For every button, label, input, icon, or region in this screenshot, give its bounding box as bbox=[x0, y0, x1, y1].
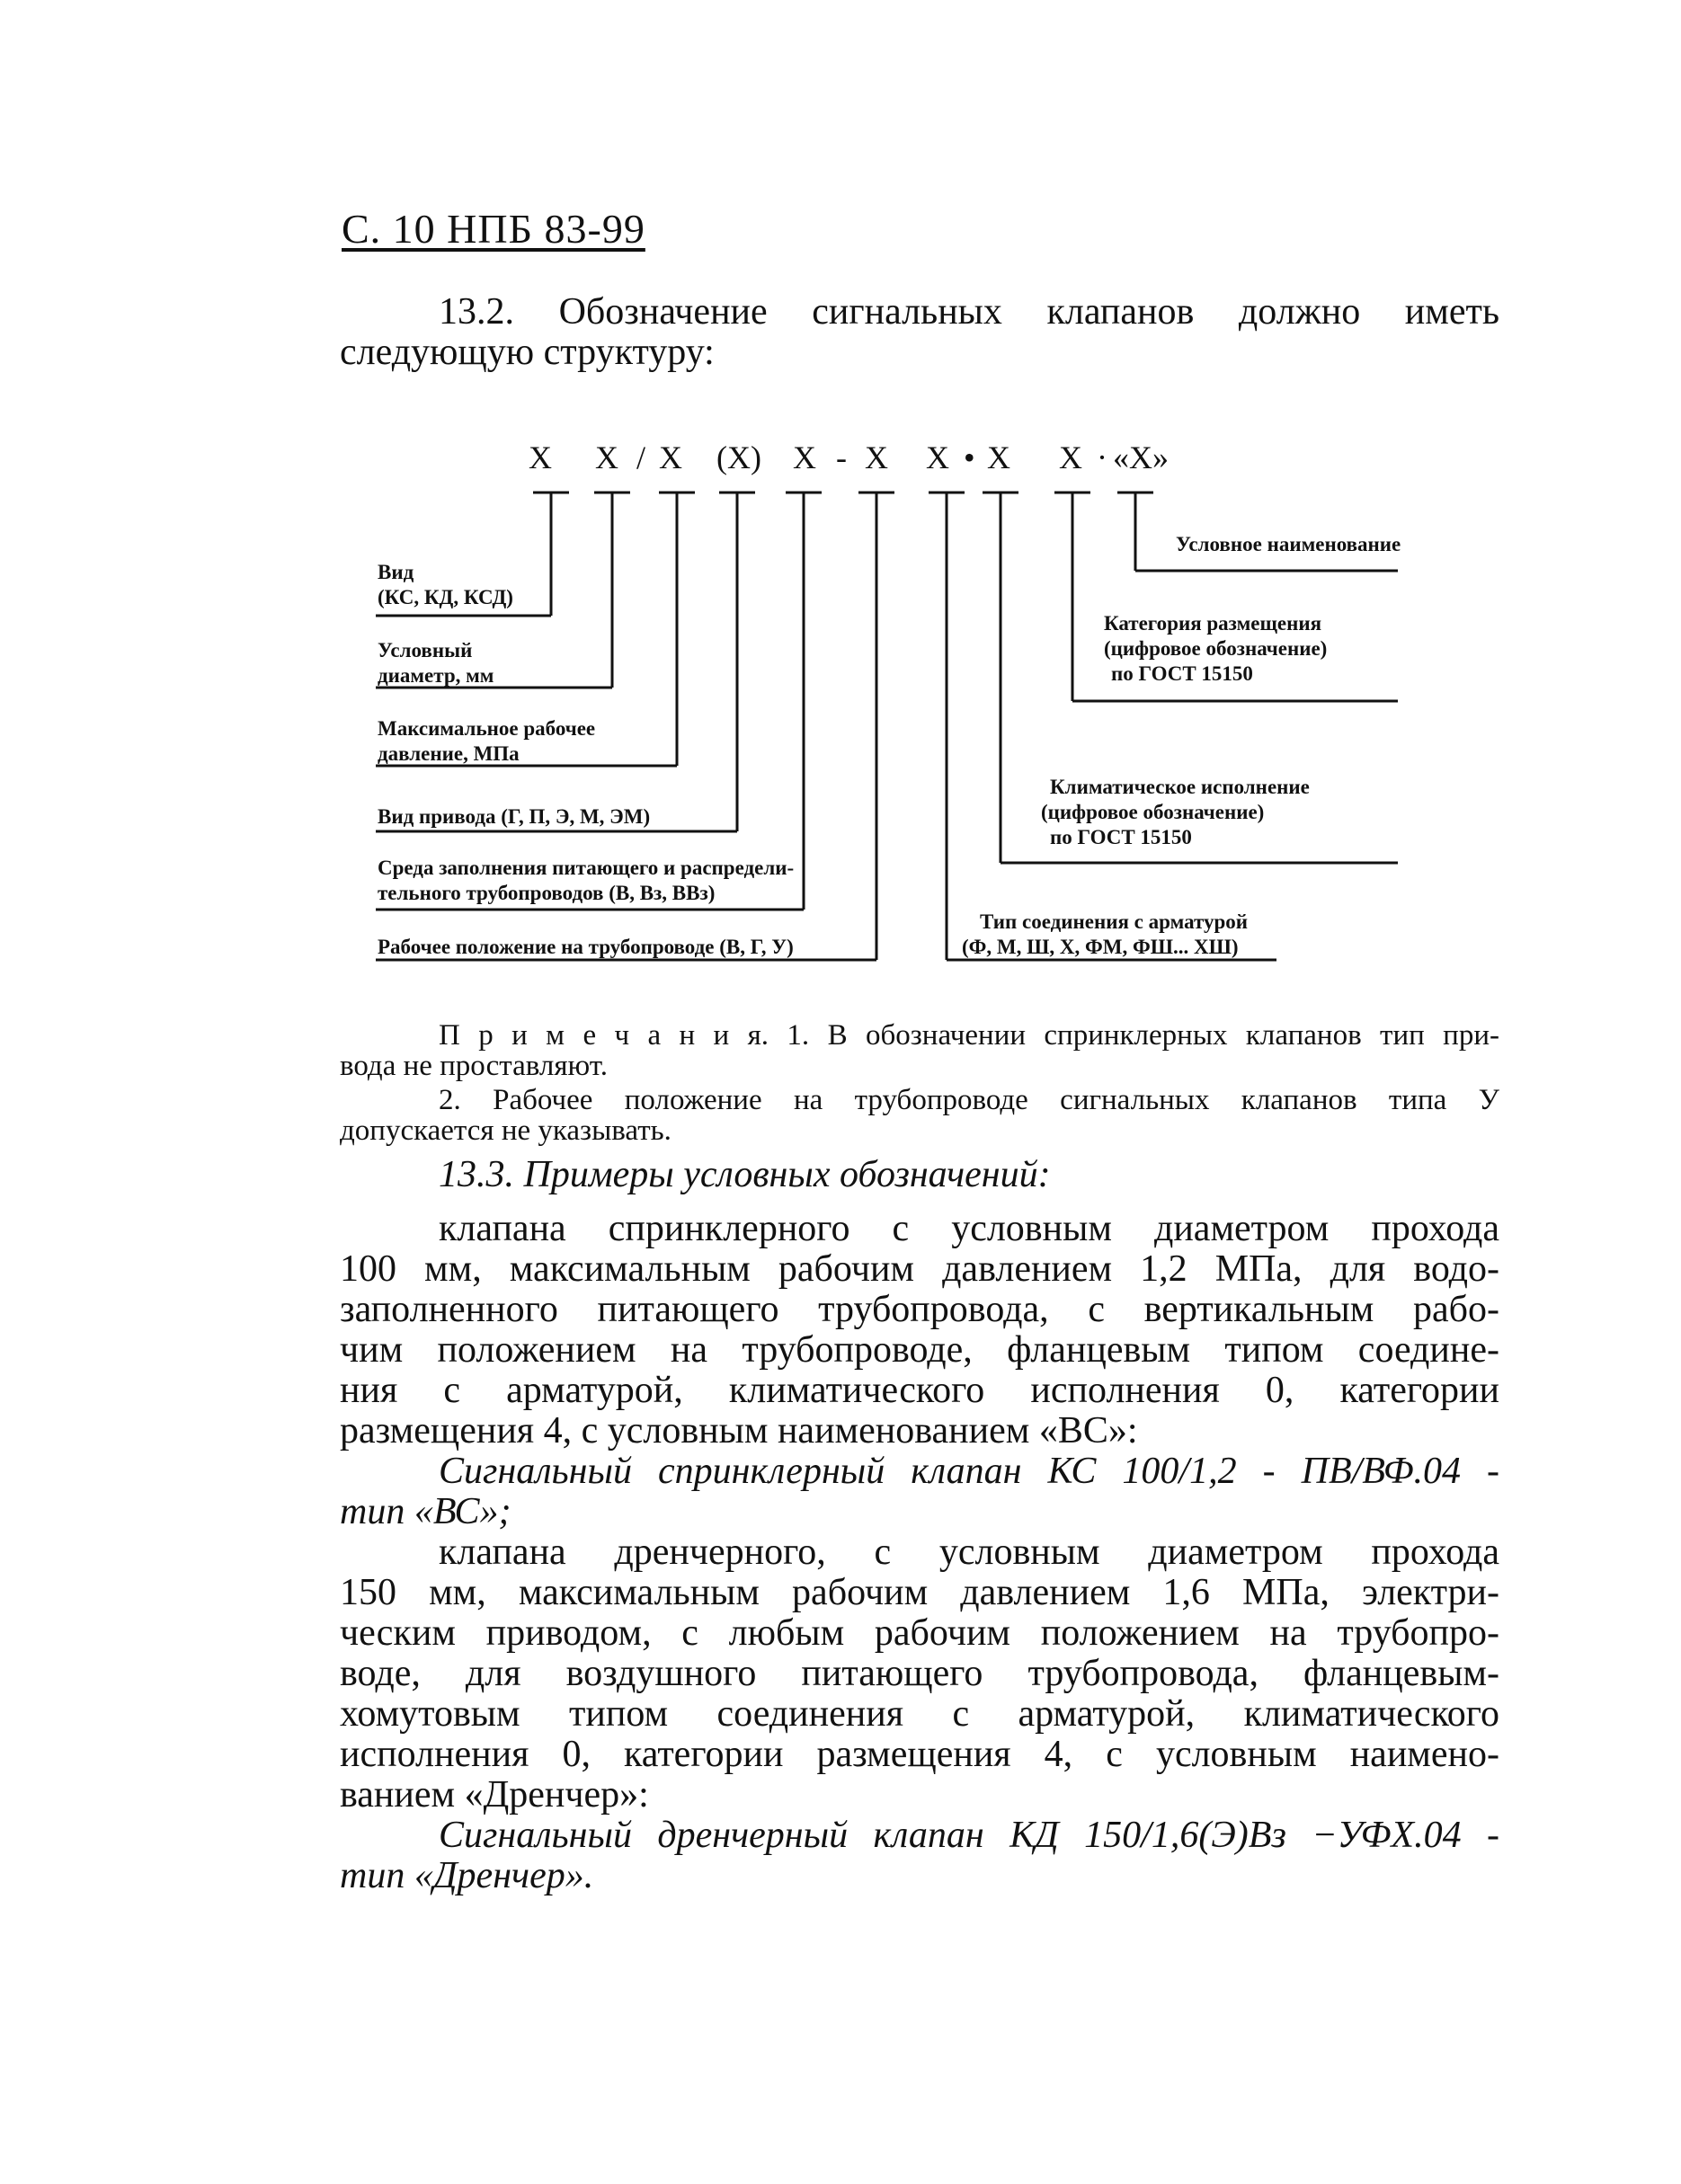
symbol-position: Х bbox=[865, 439, 888, 475]
section-13-3-title: 13.3. Примеры условных обозначений: bbox=[439, 1154, 1051, 1195]
ex2-line: исполнения 0, категории размещения 4, с условным наимено- bbox=[340, 1734, 1499, 1775]
ex1-line: 100 мм, максимальным рабочим давлением 1,2 МПа, для водо- bbox=[340, 1248, 1499, 1290]
ex2-line: ческим приводом, с любым рабочим положением на трубопро- bbox=[340, 1612, 1499, 1654]
label-position: Рабочее положение на трубопроводе (В, Г, У) bbox=[378, 936, 794, 958]
page-header: С. 10 НПБ 83-99 bbox=[342, 206, 645, 252]
symbol-name: «Х» bbox=[1113, 439, 1169, 475]
symbol-diameter: Х bbox=[595, 439, 618, 475]
label-kind: Вид (КС, КД, КСД) bbox=[378, 561, 513, 608]
symbol-medium: Х bbox=[793, 439, 816, 475]
note-2-line1: 2. Рабочее положение на трубопроводе сигнальных клапанов типа У bbox=[439, 1084, 1499, 1116]
ex1-line: клапана спринклерного с условным диаметром прохода bbox=[439, 1208, 1499, 1249]
label-connection: Тип соединения с арматурой (Ф, М, Ш, Х, ФМ, ФШ... ХШ) bbox=[962, 910, 1249, 958]
symbol-pressure: Х bbox=[659, 439, 682, 475]
label-diameter: Условный диаметр, мм bbox=[378, 639, 494, 687]
ex2-designation-line2: тип «Дренчер». bbox=[340, 1855, 594, 1896]
notes bbox=[340, 1020, 1499, 1146]
label-name: Условное наименование bbox=[1176, 533, 1401, 555]
example-1 bbox=[340, 1209, 1499, 1532]
symbol-category: Х bbox=[1059, 439, 1082, 475]
note-1-line1: П р и м е ч а н и я. 1. В обозначении спринклерных клапанов тип при- bbox=[439, 1019, 1499, 1052]
symbol-dash-2: · bbox=[1097, 439, 1107, 475]
label-category: Категория размещения (цифровое обозначение) по ГОСТ 15150 bbox=[1104, 612, 1328, 685]
symbol-drive: (Х) bbox=[716, 439, 761, 475]
symbol-dot: • bbox=[964, 439, 975, 475]
label-pressure: Максимальное рабочее давление, МПа bbox=[378, 717, 596, 765]
symbol-climate: Х bbox=[987, 439, 1010, 475]
label-climate: Климатическое исполнение (цифровое обозначение) по ГОСТ 15150 bbox=[1041, 776, 1310, 848]
note-2-line2: допускается не указывать. bbox=[340, 1114, 672, 1147]
ex1-line: ния с арматурой, климатического исполнения 0, категории bbox=[340, 1370, 1499, 1411]
ex2-line: 150 мм, максимальным рабочим давлением 1,6 МПа, электри- bbox=[340, 1572, 1499, 1613]
note-1-line2: вода не проставляют. bbox=[340, 1050, 608, 1082]
ex2-line: воде, для воздушного питающего трубопровода, фланцевым- bbox=[340, 1653, 1499, 1694]
ex2-line: ванием «Дренчер»: bbox=[340, 1774, 649, 1816]
label-medium: Среда заполнения питающего и распредели- тельного трубопроводов (В, Вз, ВВз) bbox=[378, 857, 795, 904]
ex2-line: хомутовым типом соединения с арматурой, климатического bbox=[340, 1693, 1499, 1735]
ex1-line: размещения 4, с условным наименованием «ВС»: bbox=[340, 1410, 1138, 1452]
ex2-line: клапана дренчерного, с условным диаметром прохода bbox=[439, 1531, 1499, 1573]
section-13-2-line1: 13.2. Обозначение сигнальных клапанов должно иметь bbox=[439, 291, 1499, 333]
section-13-2-line2: следующую структуру: bbox=[340, 332, 715, 373]
ex1-line: чим положением на трубопроводе, фланцевым типом соедине- bbox=[340, 1329, 1499, 1371]
symbol-connection: Х bbox=[926, 439, 949, 475]
ex1-designation-line1: Сигнальный спринклерный клапан КС 100/1,2 - ПВ/ВФ.04 - bbox=[439, 1451, 1499, 1492]
symbol-kind: Х bbox=[529, 439, 552, 475]
ex2-designation-line1: Сигнальный дренчерный клапан КД 150/1,6(Э)Вз −УФХ.04 - bbox=[439, 1815, 1499, 1856]
example-2 bbox=[340, 1532, 1499, 1896]
label-drive: Вид привода (Г, П, Э, М, ЭМ) bbox=[378, 805, 651, 828]
symbol-dash: - bbox=[836, 439, 847, 475]
symbol-slash: / bbox=[636, 439, 646, 475]
ex1-line: заполненного питающего трубопровода, с вертикальным рабо- bbox=[340, 1289, 1499, 1330]
ex1-designation-line2: тип «ВС»; bbox=[340, 1491, 511, 1532]
